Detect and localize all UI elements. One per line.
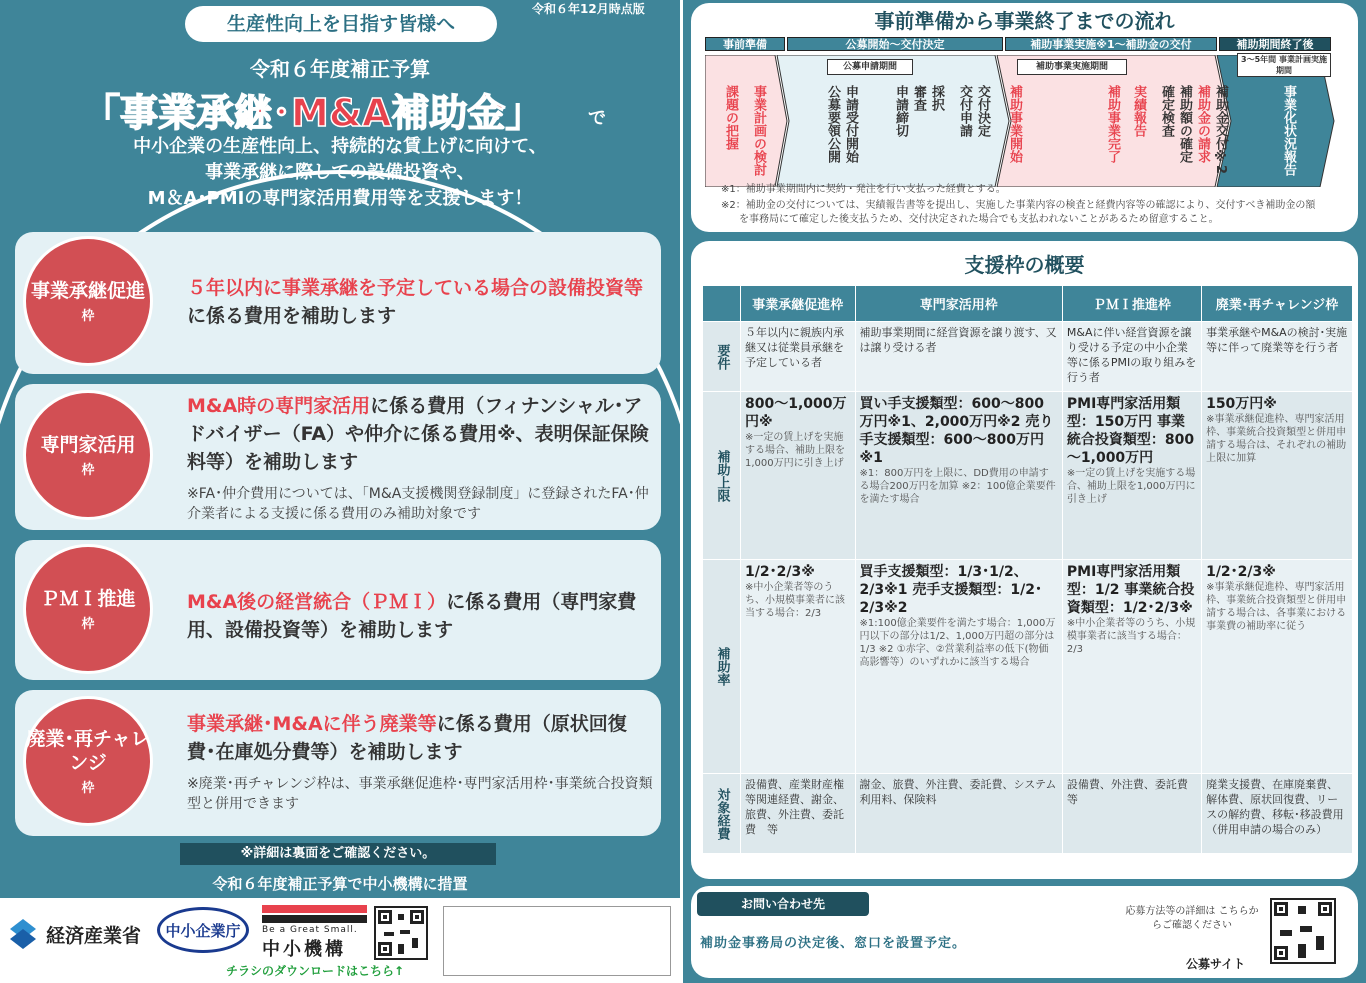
cell-note: ※1:100億企業要件を満たす場合：1,000万円以下の部分は1/2、1,000万円超の部分は1/3 ※2 ①赤字、②営業利益率の低下(物価高影響等）のいずれかに該当する場合 xyxy=(859,618,1056,668)
card-description xyxy=(187,710,649,766)
cell-note: 設備費、産業財産権等関連経費、謝金、旅費、外注費、委託費 等 xyxy=(745,778,844,836)
contact-text: 補助金事務局の決定後、窓口を設置予定。 xyxy=(700,936,967,951)
card-highlight: 事業承継･M&Aに伴う廃業等 xyxy=(187,713,437,735)
frame-suffix: 枠 xyxy=(81,616,95,632)
flow-step: 申請受付開始 xyxy=(843,85,858,163)
flow-step: 補助額の確定 xyxy=(1177,85,1192,163)
flow-panel xyxy=(691,3,1358,232)
card-description xyxy=(187,392,649,476)
row-header: 対象経費 xyxy=(703,774,741,854)
table-cell xyxy=(1202,392,1353,560)
cell-note: ※事業承継促進枠、専門家活用枠、事業統合投資類型と併用申請する場合は、各事業における事業費の補助率に従う xyxy=(1206,582,1347,632)
smrj-bar-icon xyxy=(262,915,367,923)
budget-label: 令和６年度補正予算 xyxy=(250,57,430,81)
table-cell xyxy=(1202,560,1353,774)
card-note: ※FA･仲介費用については、「M&A支援機関登録制度」に登録されたFA･仲介業者による支援に係る費用のみ補助対象です xyxy=(187,486,649,522)
table-cell xyxy=(741,560,856,774)
frame-suffix: 枠 xyxy=(81,308,95,324)
card-description xyxy=(187,588,649,644)
card-closure xyxy=(15,690,661,836)
frame-suffix: 枠 xyxy=(81,780,95,796)
cell-note: ※事業承継促進枠、専門家活用枠、事業統合投資類型と併用申請する場合は、それぞれの補助上限に加算 xyxy=(1206,414,1347,464)
lead-line: 中小企業の生産性向上、持続的な賃上げに向けて、 xyxy=(133,136,547,157)
download-link[interactable]: チラシのダウンロードはこちら↑ xyxy=(226,964,405,978)
cell-note: ※一定の賃上げを実施する場合、補助上限を1,000万円に引き上げ xyxy=(745,432,845,469)
frame-name: ＰＭＩ推進 xyxy=(40,587,136,610)
flow-step: 確定検査 xyxy=(1159,85,1174,137)
overview-panel xyxy=(691,241,1358,879)
frame-circle xyxy=(23,696,153,826)
meti-mark-icon xyxy=(6,917,40,951)
flow-step: 事業計画の検討 xyxy=(751,85,766,176)
cell-note: 廃業支援費、在庫廃棄費、解体費、原状回復費、リースの解約費、移転･移設費用（併用申請の場合のみ） xyxy=(1206,778,1344,836)
flow-step: 補助事業完了 xyxy=(1105,85,1120,163)
phase-label: 事前準備 xyxy=(705,37,785,51)
cell-note: ※1：800万円を上限に、DD費用の申請する場合200万円を加算 ※2：100億企業要件を満たす場合 xyxy=(859,468,1056,505)
card-rest: に係る費用（原状回復費･在庫処分費等）を補助します xyxy=(187,713,627,763)
card-expert xyxy=(15,384,661,530)
frame-circle xyxy=(23,544,153,674)
table-row xyxy=(703,322,1353,392)
table-cell xyxy=(741,774,856,854)
row-header: 補助率 xyxy=(703,560,741,774)
apply-note: 応募方法等の詳細は こちらからご確認ください xyxy=(1125,906,1259,931)
flow-step: 公募要領公開 xyxy=(825,85,840,163)
column-header: 廃業･再チャレンジ枠 xyxy=(1202,286,1353,322)
cell-note: 謝金、旅費、外注費、委託費、システム利用料、保険料 xyxy=(859,778,1057,806)
frame-name: 廃業･再チャレンジ xyxy=(26,727,150,774)
cell-amount: 800～1,000万円※ xyxy=(745,396,847,430)
table-cell xyxy=(1202,774,1353,854)
card-rest: に係る費用（フィナンシャル･アドバイザー（FA）や仲介に係る費用※、表明保証保険料等）を補助します xyxy=(187,395,649,473)
meti-logo xyxy=(6,912,156,956)
row-header: 補助上限 xyxy=(703,392,741,560)
edition-date: 令和６年12月時点版 xyxy=(532,2,645,16)
flow-step: 課題の把握 xyxy=(723,85,738,150)
flow-step: 審査 xyxy=(911,85,926,111)
table-cell xyxy=(1062,322,1201,392)
cell-amount: 1/2･2/3※ xyxy=(745,564,815,580)
overview-title: 支援枠の概要 xyxy=(964,253,1085,277)
detail-note: ※詳細は裏面をご確認ください。 xyxy=(180,843,496,865)
table-row xyxy=(703,774,1353,854)
cell-amount: PMI専門家活用類型：1/2 事業統合投資類型：1/2･2/3※ xyxy=(1066,564,1195,616)
lead-line: M＆A･PMIの専門家活用費用等を支援します！ xyxy=(147,188,533,209)
overview-table xyxy=(702,285,1353,854)
card-highlight: M&A後の経営統合（ＰＭＩ） xyxy=(187,591,447,613)
main-title: 「事業承継･M&A補助金」 xyxy=(82,91,544,135)
column-header: 事業承継促進枠 xyxy=(741,286,856,322)
card-rest: に係る費用を補助します xyxy=(187,305,397,327)
table-cell xyxy=(1062,774,1201,854)
phase-label: 補助期間終了後 xyxy=(1219,37,1331,51)
row-header: 要件 xyxy=(703,322,741,392)
table-cell xyxy=(741,392,856,560)
measure-label: 令和６年度補正予算で中小機構に措置 xyxy=(212,875,468,893)
cell-amount: PMI専門家活用類型：150万円 事業統合投資類型：800～1,000万円 xyxy=(1066,396,1195,466)
flow-step: 事業化状況報告 xyxy=(1281,85,1296,176)
table-cell xyxy=(1062,560,1201,774)
frame-name: 事業承継促進 xyxy=(30,279,145,302)
card-highlight: M&A時の専門家活用 xyxy=(187,395,371,417)
flow-note: ※1：補助事業期間内に契約・発注を行い支払った経費とする。 xyxy=(721,184,1006,195)
table-row xyxy=(703,560,1353,774)
flow-step: 交付申請 xyxy=(957,85,972,137)
table-cell xyxy=(855,774,1062,854)
apply-site-label: 公募サイト xyxy=(1186,957,1246,971)
lead-text xyxy=(0,134,680,212)
flow-step: 採択 xyxy=(929,85,944,111)
smrj-bar-icon xyxy=(262,905,367,913)
period-tag: 補助事業実施期間 xyxy=(1017,59,1127,75)
card-succession xyxy=(15,232,661,374)
phase-label: 補助事業実施※1～補助金の交付 xyxy=(1005,37,1217,51)
cell-note: 事業承継やM&Aの検討･実施等に伴って廃業等を行う者 xyxy=(1206,326,1348,354)
period-tag: 3～5年間 事業計画実施期間 xyxy=(1237,53,1331,77)
cell-amount: 買手支援類型：1/3･1/2、2/3※1 売手支援類型：1/2･2/3※2 xyxy=(859,564,1042,616)
card-note: ※廃業･再チャレンジ枠は、事業承継促進枠･専門家活用枠･事業統合投資類型と併用できます xyxy=(187,776,653,812)
front-page xyxy=(0,0,680,983)
cell-amount: 150万円※ xyxy=(1206,396,1277,412)
cell-note: M&Aに伴い経営資源を譲り受ける予定の中小企業等に係るPMIの取り組みを行う者 xyxy=(1066,326,1197,384)
card-pmi xyxy=(15,540,661,680)
table-cell xyxy=(741,322,856,392)
card-description xyxy=(187,274,649,330)
column-header: ＰＭＩ推進枠 xyxy=(1062,286,1201,322)
flow-step: 実績報告 xyxy=(1131,85,1146,137)
cell-amount: 買い手支援類型：600～800万円※1、2,000万円※2 売り手支援類型：600～800万円※1 xyxy=(859,396,1054,466)
cell-note: 設備費、外注費、委託費等 xyxy=(1066,778,1188,806)
frame-circle xyxy=(23,236,153,366)
meti-name: 経済産業省 xyxy=(46,924,142,947)
phase-label: 公募開始～交付決定 xyxy=(787,37,1003,51)
flow-step: 補助金交付※2 xyxy=(1213,85,1228,175)
flow-step: 補助事業開始 xyxy=(1007,85,1022,163)
corner-cell xyxy=(703,286,741,322)
download-qr-icon[interactable] xyxy=(374,906,428,960)
table-cell xyxy=(1062,392,1201,560)
cell-note: 補助事業期間に経営資源を譲り渡す、又は譲り受ける者 xyxy=(859,326,1057,354)
chusho-logo: 中小企業庁 xyxy=(157,907,249,953)
cell-amount: 1/2･2/3※ xyxy=(1206,564,1276,580)
period-tag: 公募申請期間 xyxy=(827,59,913,75)
cell-note: ※中小企業者等のうち、小規模事業者に該当する場合：2/3 xyxy=(745,582,845,619)
table-cell xyxy=(1202,322,1353,392)
smrj-name: 中小機構 xyxy=(262,939,346,960)
smrj-tagline: Be a Great Small. xyxy=(262,925,358,935)
frame-suffix: 枠 xyxy=(81,462,95,478)
card-rest: に係る費用（専門家費用、設備投資等）を補助します xyxy=(187,591,637,641)
table-header-row xyxy=(703,286,1353,322)
title-particle: で xyxy=(588,108,606,129)
lead-line: 事業承継に際しての設備投資や、 xyxy=(205,162,475,183)
flow-step: 交付決定 xyxy=(975,85,990,137)
flow-title: 事前準備から事業終了までの流れ xyxy=(874,9,1175,33)
smrj-logo xyxy=(262,905,367,961)
stamp-area xyxy=(443,906,671,976)
cell-note: ※中小企業者等のうち、小規模事業者に該当する場合：2/3 xyxy=(1066,618,1196,655)
frame-circle xyxy=(23,390,153,520)
table-row xyxy=(703,392,1353,560)
audience-pill: 生産性向上を目指す皆様へ xyxy=(185,6,497,42)
table-cell xyxy=(855,392,1062,560)
contact-label: お問い合わせ先 xyxy=(697,892,869,916)
column-header: 専門家活用枠 xyxy=(855,286,1062,322)
flow-note: を事務局にて確定した後支払うため、交付決定された場合でも支払われないことがあるため留意すること。 xyxy=(739,214,1219,225)
cell-note: ※一定の賃上げを実施する場合、補助上限を1,000万円に引き上げ xyxy=(1066,468,1196,505)
apply-site-qr-icon[interactable] xyxy=(1270,898,1336,964)
table-cell xyxy=(855,560,1062,774)
cell-note: ５年以内に親族内承継又は従業員承継を予定している者 xyxy=(745,326,844,369)
flow-note: ※2：補助金の交付については、実績報告書等を提出し、実施した事業内容の検査と経費内容等の確認により、交付すべき補助金の額 xyxy=(721,200,1316,211)
card-highlight: ５年以内に事業承継を予定している場合の設備投資等 xyxy=(187,277,644,299)
flow-step: 申請締切 xyxy=(893,85,908,137)
table-cell xyxy=(855,322,1062,392)
flow-step: 補助金の請求 xyxy=(1195,85,1210,163)
frame-name: 専門家活用 xyxy=(40,433,136,456)
